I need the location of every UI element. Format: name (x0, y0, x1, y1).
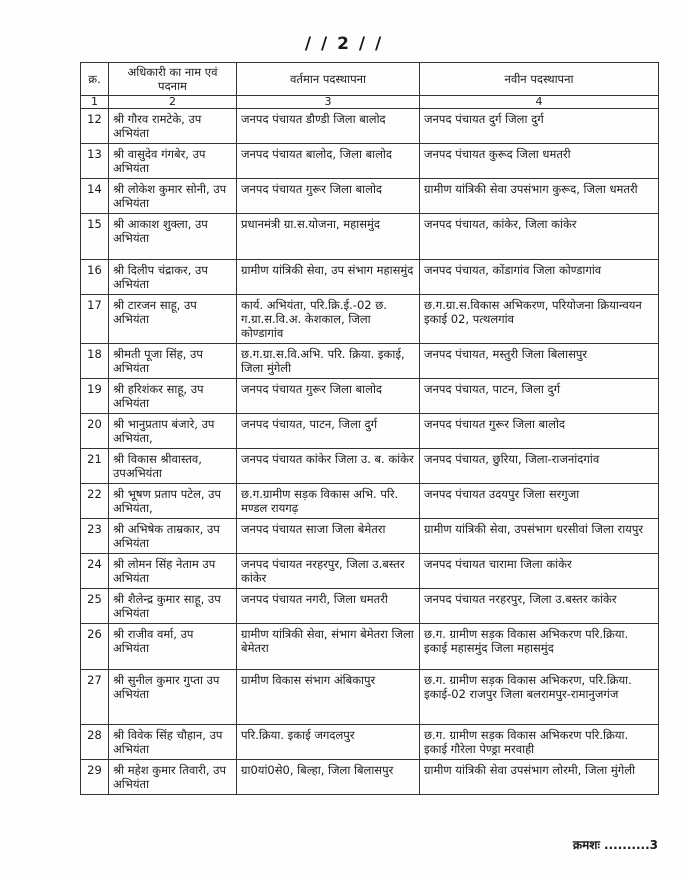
officer-name-cell: श्री हरिशंकर साहू, उप अभियंता (109, 379, 237, 414)
table-row (81, 295, 659, 344)
new-posting-cell: जनपद पंचायत, कोंडागांव जिला कोण्डागांव (420, 260, 659, 295)
officer-name-cell: श्री अभिषेक ताम्रकार, उप अभियंता (109, 519, 237, 554)
officer-name-cell: श्री सुनील कुमार गुप्ता उप अभियंता (109, 670, 237, 725)
header-current-posting: वर्तमान पदस्थापना (237, 63, 420, 96)
current-posting-cell: छ.ग.ग्रामीण सड़क विकास अभि. परि. मण्डल रायगढ़ (237, 484, 420, 519)
current-posting-cell: छ.ग.ग्रा.स.वि.अभि. परि. क्रिया. इकाई, जिला मुंगेली (237, 344, 420, 379)
table-row (81, 379, 659, 414)
page-number-marker: / / 2 / / (304, 34, 384, 54)
new-posting-cell: जनपद पंचायत, मस्तुरी जिला बिलासपुर (420, 344, 659, 379)
table-row (81, 589, 659, 624)
table-row (81, 760, 659, 795)
current-posting-cell: जनपद पंचायत नगरी, जिला धमतरी (237, 589, 420, 624)
table-row (81, 519, 659, 554)
officer-name-cell: श्री विवेक सिंह चौहान, उप अभियंता (109, 725, 237, 760)
table-row (81, 624, 659, 670)
serial-number-cell: 13 (81, 144, 109, 179)
column-index: 3 (237, 96, 420, 109)
current-posting-cell: जनपद पंचायत डौण्डी जिला बालोद (237, 109, 420, 144)
current-posting-cell: जनपद पंचायत साजा जिला बेमेतरा (237, 519, 420, 554)
new-posting-cell: जनपद पंचायत दुर्ग जिला दुर्ग (420, 109, 659, 144)
serial-number-cell: 22 (81, 484, 109, 519)
serial-number-cell: 26 (81, 624, 109, 670)
officer-name-cell: श्री दिलीप चंद्राकर, उप अभियंता (109, 260, 237, 295)
table-row (81, 554, 659, 589)
serial-number-cell: 23 (81, 519, 109, 554)
continued-marker: क्रमशः ..........3 (572, 838, 658, 852)
table-row (81, 670, 659, 725)
table-row (81, 260, 659, 295)
officer-name-cell: श्री महेश कुमार तिवारी, उप अभियंता (109, 760, 237, 795)
serial-number-cell: 29 (81, 760, 109, 795)
new-posting-cell: छ.ग. ग्रामीण सड़क विकास अभिकरण परि.क्रिया. इकाई गौरेला पेण्ड्रा मरवाही (420, 725, 659, 760)
new-posting-cell: ग्रामीण यांत्रिकी सेवा, उपसंभाग धरसीवां जिला रायपुर (420, 519, 659, 554)
table-row (81, 344, 659, 379)
transfer-table (80, 62, 659, 795)
serial-number-cell: 25 (81, 589, 109, 624)
new-posting-cell: छ.ग. ग्रामीण सड़क विकास अभिकरण परि.क्रिया. इकाई महासमुंद जिला महासमुंद (420, 624, 659, 670)
serial-number-cell: 14 (81, 179, 109, 214)
table-row (81, 109, 659, 144)
current-posting-cell: ग्रामीण यांत्रिकी सेवा, उप संभाग महासमुंद (237, 260, 420, 295)
header-new-posting: नवीन पदस्थापना (420, 63, 659, 96)
officer-name-cell: श्री टारजन साहू, उप अभियंता (109, 295, 237, 344)
officer-name-cell: श्री भूषण प्रताप पटेल, उप अभियंता, (109, 484, 237, 519)
new-posting-cell: जनपद पंचायत उदयपुर जिला सरगुजा (420, 484, 659, 519)
current-posting-cell: ग्रामीण यांत्रिकी सेवा, संभाग बेमेतरा जिला बेमेतरा (237, 624, 420, 670)
current-posting-cell: जनपद पंचायत गुरूर जिला बालोद (237, 179, 420, 214)
serial-number-cell: 27 (81, 670, 109, 725)
officer-name-cell: श्री शैलेन्द्र कुमार साहू, उप अभियंता (109, 589, 237, 624)
officer-name-cell: श्री आकाश शुक्ला, उप अभियंता (109, 214, 237, 260)
officer-name-cell: श्री लोमन सिंह नेताम उप अभियंता (109, 554, 237, 589)
table-row (81, 214, 659, 260)
new-posting-cell: ग्रामीण यांत्रिकी सेवा उपसंभाग लोरमी, जिला मुंगेली (420, 760, 659, 795)
current-posting-cell: जनपद पंचायत बालोद, जिला बालोद (237, 144, 420, 179)
serial-number-cell: 20 (81, 414, 109, 449)
header-officer-name: अधिकारी का नाम एवं पदनाम (109, 63, 237, 96)
table-row (81, 449, 659, 484)
column-index: 1 (81, 96, 109, 109)
serial-number-cell: 18 (81, 344, 109, 379)
current-posting-cell: जनपद पंचायत गुरूर जिला बालोद (237, 379, 420, 414)
new-posting-cell: जनपद पंचायत, कांकेर, जिला कांकेर (420, 214, 659, 260)
current-posting-cell: जनपद पंचायत नरहरपुर, जिला उ.बस्तर कांकेर (237, 554, 420, 589)
officer-name-cell: श्री विकास श्रीवास्तव, उपअभियंता (109, 449, 237, 484)
new-posting-cell: जनपद पंचायत चारामा जिला कांकेर (420, 554, 659, 589)
column-index: 2 (109, 96, 237, 109)
header-serial-number: क्र. (81, 63, 109, 96)
current-posting-cell: ग्रामीण विकास संभाग अंबिकापुर (237, 670, 420, 725)
new-posting-cell: जनपद पंचायत, छुरिया, जिला-राजनांदगांव (420, 449, 659, 484)
officer-name-cell: श्री भानुप्रताप बंजारे, उप अभियंता, (109, 414, 237, 449)
table-row (81, 725, 659, 760)
column-index-row (81, 96, 659, 109)
new-posting-cell: जनपद पंचायत कुरूद जिला धमतरी (420, 144, 659, 179)
current-posting-cell: परि.क्रिया. इकाई जगदलपुर (237, 725, 420, 760)
table-row (81, 414, 659, 449)
current-posting-cell: कार्य. अभियंता, परि.क्रि.ई.-02 छ. ग.ग्रा.स.वि.अ. केशकाल, जिला कोण्डागांव (237, 295, 420, 344)
officer-name-cell: श्री लोकेश कुमार सोनी, उप अभियंता (109, 179, 237, 214)
table-row (81, 484, 659, 519)
current-posting-cell: जनपद पंचायत कांकेर जिला उ. ब. कांकेर (237, 449, 420, 484)
officer-name-cell: श्री राजीव वर्मा, उप अभियंता (109, 624, 237, 670)
table-header-row (81, 63, 659, 96)
serial-number-cell: 19 (81, 379, 109, 414)
serial-number-cell: 16 (81, 260, 109, 295)
serial-number-cell: 24 (81, 554, 109, 589)
table-row (81, 144, 659, 179)
serial-number-cell: 15 (81, 214, 109, 260)
new-posting-cell: छ.ग.ग्रा.स.विकास अभिकरण, परियोजना क्रियान्वयन इकाई 02, पत्थलगांव (420, 295, 659, 344)
officer-name-cell: श्री गौरव रामटेके, उप अभियंता (109, 109, 237, 144)
officer-name-cell: श्रीमती पूजा सिंह, उप अभियंता (109, 344, 237, 379)
new-posting-cell: जनपद पंचायत गुरूर जिला बालोद (420, 414, 659, 449)
serial-number-cell: 12 (81, 109, 109, 144)
current-posting-cell: प्रधानमंत्री ग्रा.स.योजना, महासमुंद (237, 214, 420, 260)
current-posting-cell: ग्रा0यां0से0, बिल्हा, जिला बिलासपुर (237, 760, 420, 795)
officer-name-cell: श्री वासुदेव गंगबेर, उप अभियंता (109, 144, 237, 179)
serial-number-cell: 21 (81, 449, 109, 484)
new-posting-cell: छ.ग. ग्रामीण सड़क विकास अभिकरण, परि.क्रिया. इकाई-02 राजपुर जिला बलरामपुर-रामानुजगंज (420, 670, 659, 725)
new-posting-cell: ग्रामीण यांत्रिकी सेवा उपसंभाग कुरूद, जिला धमतरी (420, 179, 659, 214)
table-row (81, 179, 659, 214)
serial-number-cell: 17 (81, 295, 109, 344)
current-posting-cell: जनपद पंचायत, पाटन, जिला दुर्ग (237, 414, 420, 449)
new-posting-cell: जनपद पंचायत नरहरपुर, जिला उ.बस्तर कांकेर (420, 589, 659, 624)
column-index: 4 (420, 96, 659, 109)
serial-number-cell: 28 (81, 725, 109, 760)
new-posting-cell: जनपद पंचायत, पाटन, जिला दुर्ग (420, 379, 659, 414)
